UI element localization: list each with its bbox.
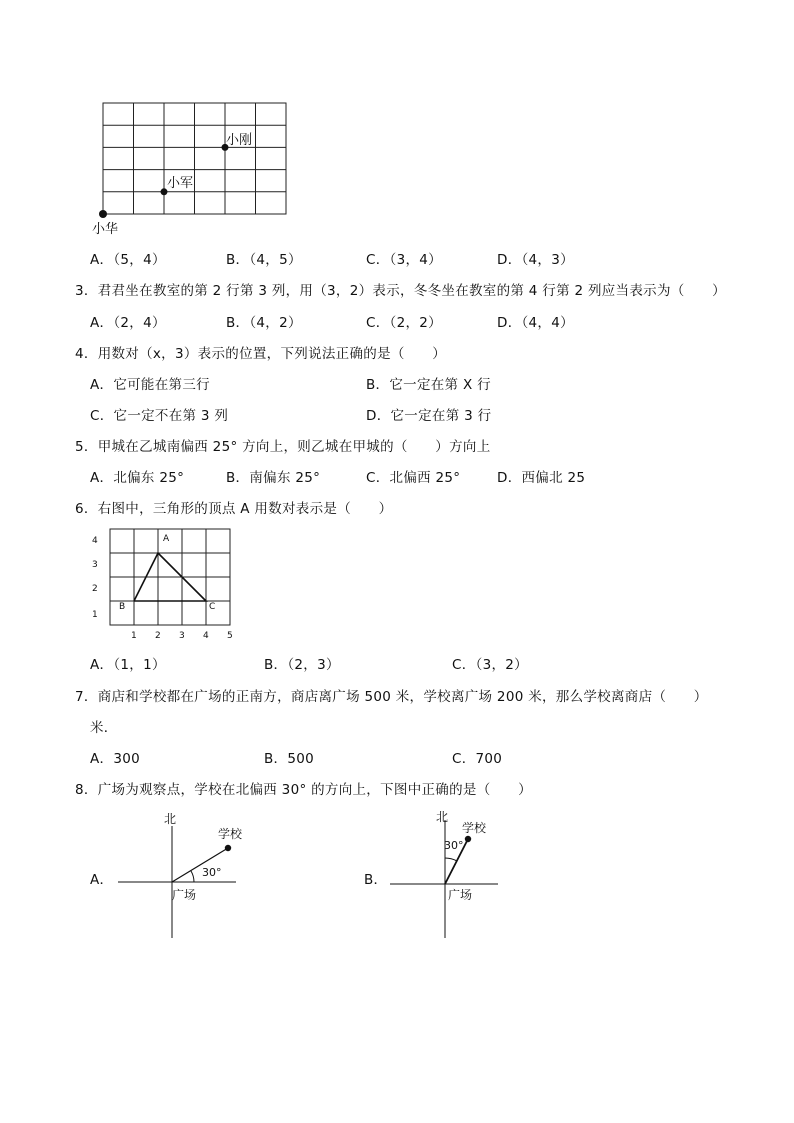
q3-option-d[interactable]: D．（4，4） <box>497 315 574 331</box>
q5-question: 5．甲城在乙城南偏西 25° 方向上，则乙城在甲城的（ ）方向上 <box>75 439 491 455</box>
q6-option-c[interactable]: C．（3，2） <box>452 657 528 673</box>
q7-option-b[interactable]: B．500 <box>264 751 315 767</box>
vertex-c-label: C <box>209 602 216 612</box>
q3-option-a[interactable]: A．（2，4） <box>90 315 166 331</box>
q2-grid-figure <box>90 98 300 238</box>
x-tick-5: 5 <box>227 631 233 641</box>
vertex-a-label: A <box>163 534 170 544</box>
q2-option-d[interactable]: D．（4，3） <box>497 252 574 268</box>
y-tick-3: 3 <box>92 560 98 570</box>
square-label: 广场 <box>172 888 197 902</box>
xiaojun-label: 小军 <box>167 176 194 191</box>
xiaohua-label: 小华 <box>92 222 119 237</box>
x-tick-1: 1 <box>131 631 137 641</box>
q5-option-a[interactable]: A．北偏东 25° <box>90 470 185 486</box>
q7-question: 7．商店和学校都在广场的正南方，商店离广场 500 米，学校离广场 200 米，那么学校离商店（ ） <box>75 689 708 705</box>
y-tick-2: 2 <box>92 584 98 594</box>
xiaohua-point <box>99 210 107 218</box>
q7-option-c[interactable]: C．700 <box>452 751 503 767</box>
q6-question: 6．右图中，三角形的顶点 A 用数对表示是（ ） <box>75 501 393 517</box>
q5-option-c[interactable]: C．北偏西 25° <box>366 470 461 486</box>
vertex-b-label: B <box>119 602 126 612</box>
q2-option-c[interactable]: C．（3，4） <box>366 252 442 268</box>
q4-option-d[interactable]: D．它一定在第 3 行 <box>366 408 492 424</box>
q6-option-b[interactable]: B．（2，3） <box>264 657 340 673</box>
school-label: 学校 <box>462 821 487 835</box>
x-tick-2: 2 <box>155 631 161 641</box>
q8-question: 8．广场为观察点，学校在北偏西 30° 的方向上，下图中正确的是（ ） <box>75 782 532 798</box>
q4-option-b[interactable]: B．它一定在第 X 行 <box>366 377 491 393</box>
q4-question: 4．用数对（x，3）表示的位置，下列说法正确的是（ ） <box>75 346 447 362</box>
q3-option-b[interactable]: B．（4，2） <box>226 315 302 331</box>
q6-triangle-figure <box>85 524 245 646</box>
q2-option-b[interactable]: B．（4，5） <box>226 252 302 268</box>
q3-option-c[interactable]: C．（2，2） <box>366 315 442 331</box>
x-tick-3: 3 <box>179 631 185 641</box>
q8-option-a[interactable]: A． <box>90 872 114 888</box>
y-tick-1: 1 <box>92 610 98 620</box>
q5-option-d[interactable]: D．西偏北 25 <box>497 470 586 486</box>
q4-option-c[interactable]: C．它一定不在第 3 列 <box>90 408 229 424</box>
q8-option-b[interactable]: B． <box>364 872 388 888</box>
north-label: 北 <box>164 812 177 826</box>
q4-option-a[interactable]: A．它可能在第三行 <box>90 377 210 393</box>
q8-figure-a[interactable] <box>110 806 250 944</box>
school-point <box>465 836 471 842</box>
q6-option-a[interactable]: A．（1，1） <box>90 657 166 673</box>
q7-option-a[interactable]: A．300 <box>90 751 141 767</box>
square-label: 广场 <box>448 888 473 902</box>
xiaogang-label: 小刚 <box>226 133 253 148</box>
q5-option-b[interactable]: B．南偏东 25° <box>226 470 321 486</box>
y-tick-4: 4 <box>92 536 98 546</box>
north-label: 北 <box>436 810 449 824</box>
q8-figure-b[interactable] <box>382 806 512 944</box>
angle-label: 30° <box>444 839 464 852</box>
angle-label: 30° <box>202 866 222 879</box>
school-label: 学校 <box>218 827 243 841</box>
q3-question: 3．君君坐在教室的第 2 行第 3 列，用（3，2）表示，冬冬坐在教室的第 4 行第 2 列应当表示为（ ） <box>75 283 726 299</box>
q2-option-a[interactable]: A．（5，4） <box>90 252 166 268</box>
x-tick-4: 4 <box>203 631 209 641</box>
school-point <box>225 845 231 851</box>
q7-question-cont: 米． <box>90 720 118 736</box>
